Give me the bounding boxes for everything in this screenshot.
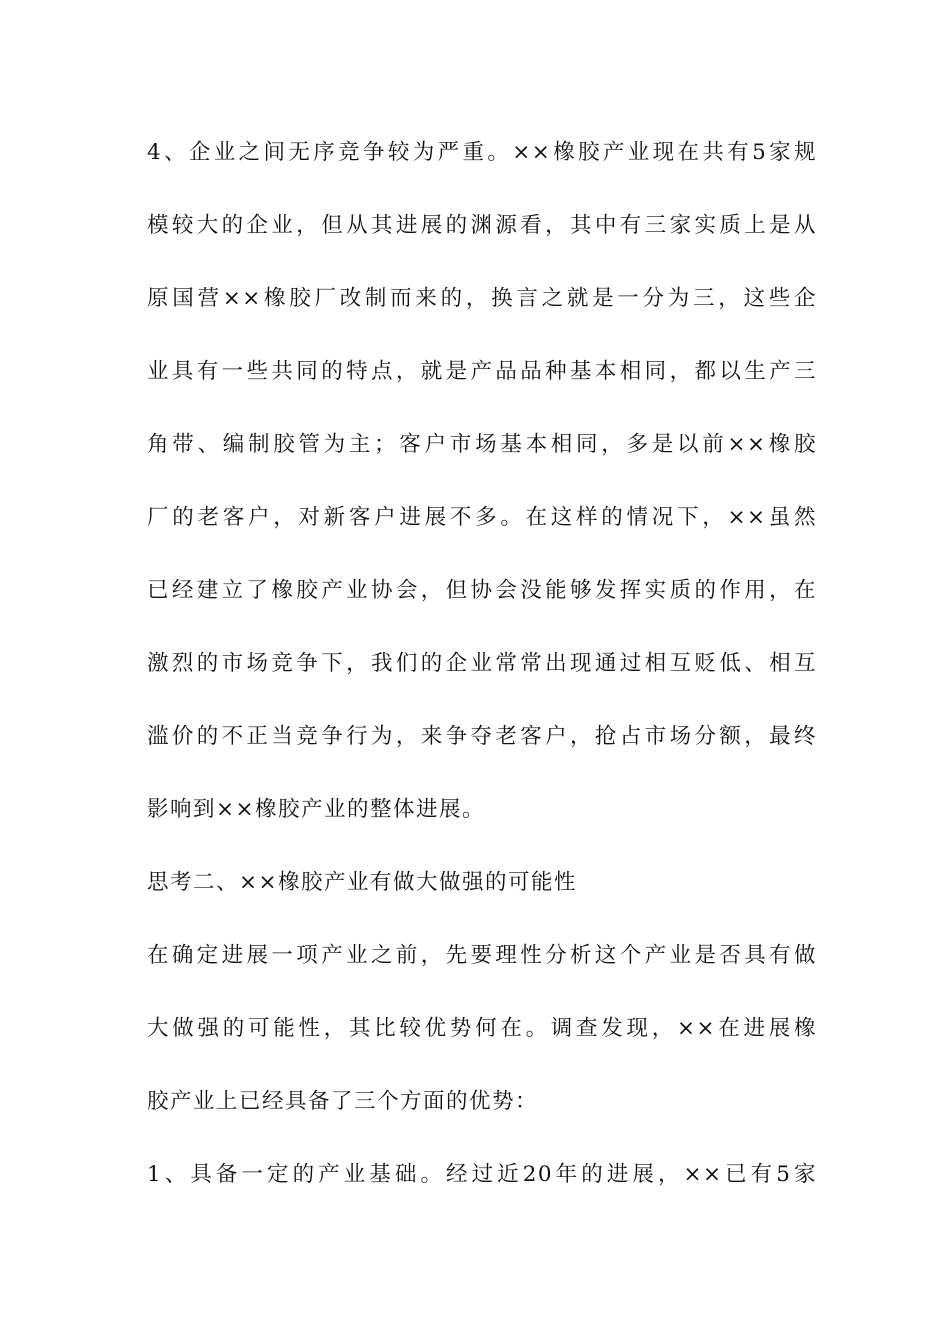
text-line: 影响到××橡胶产业的整体进展。 bbox=[147, 797, 486, 822]
text-line: 4、企业之间无序竞争较为严重。××橡胶产业现在共有5家规 bbox=[147, 140, 817, 165]
text-line: 大做强的可能性，其比较优势何在。调查发现，××在进展橡 bbox=[147, 1016, 817, 1041]
text-line: 滥价的不正当竞争行为，来争夺老客户，抢占市场分额，最终 bbox=[147, 724, 817, 749]
text-line: 厂的老客户，对新客户进展不多。在这样的情况下，××虽然 bbox=[147, 505, 817, 530]
text-line: 角带、编制胶管为主；客户市场基本相同，多是以前××橡胶 bbox=[147, 432, 817, 457]
text-line: 1、具备一定的产业基础。经过近20年的进展，××已有5家 bbox=[147, 1162, 817, 1187]
text-line: 模较大的企业，但从其进展的渊源看，其中有三家实质上是从 bbox=[147, 213, 817, 238]
text-line: 业具有一些共同的特点，就是产品品种基本相同，都以生产三 bbox=[147, 359, 817, 384]
section-heading: 思考二、××橡胶产业有做大做强的可能性 bbox=[147, 870, 578, 895]
text-line: 在确定进展一项产业之前，先要理性分析这个产业是否具有做 bbox=[147, 943, 817, 968]
text-line: 胶产业上已经具备了三个方面的优势： bbox=[147, 1089, 539, 1114]
text-line: 已经建立了橡胶产业协会，但协会没能够发挥实质的作用，在 bbox=[147, 578, 817, 603]
text-line: 激烈的市场竞争下，我们的企业常常出现通过相互贬低、相互 bbox=[147, 651, 817, 676]
text-line: 原国营××橡胶厂改制而来的，换言之就是一分为三，这些企 bbox=[147, 286, 817, 311]
